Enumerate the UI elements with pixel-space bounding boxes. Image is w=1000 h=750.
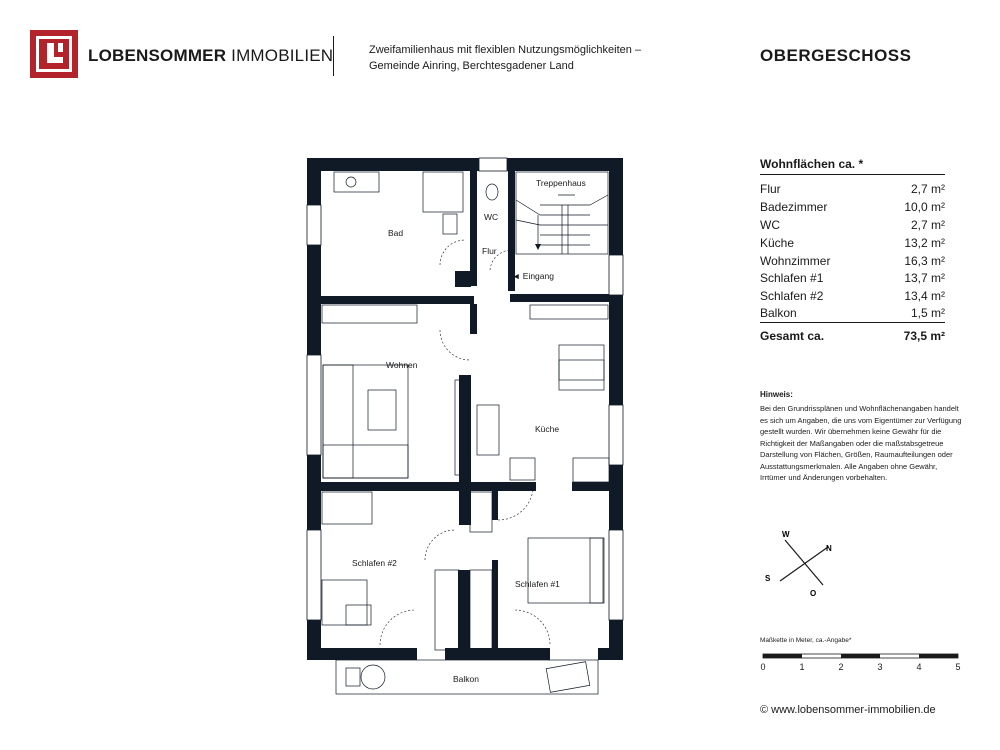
- compass-s: S: [765, 574, 771, 583]
- area-row-value: 16,3 m²: [904, 254, 945, 268]
- scale-tick-label: 0: [760, 662, 766, 672]
- scale-bar: [758, 648, 968, 674]
- area-row-label: Schlafen #1: [760, 271, 824, 285]
- area-row-label: Wohnzimmer: [760, 254, 831, 268]
- area-row-label: Balkon: [760, 306, 797, 320]
- room-label-kueche: Küche: [535, 424, 560, 434]
- area-row-label: Küche: [760, 236, 795, 250]
- area-row: [760, 304, 945, 322]
- property-subtitle: [369, 42, 641, 74]
- scale-tick-label: 1: [799, 662, 805, 672]
- area-row-value: 1,5 m²: [910, 306, 945, 320]
- note-text: Bei den Grundrissplänen und Wohnflächenangaben handelt es sich um Angaben, die uns vom Eigentümer zur Verfügung gestellt wurden. Wir übernehmen keine Gewähr für die Richtigkeit der Maßangaben oder die maßstabsgetreue Darstellung von Flächen, Größen, Raumaufteilungen oder Ausstattungsmerkmalen. Alle Angaben ohne Gewähr, Irrtümer und Änderungen vorbehalten.: [760, 404, 962, 482]
- floor-title: OBERGESCHOSS: [760, 46, 912, 65]
- area-row: [760, 234, 945, 252]
- room-label-eingang: ◄ Eingang: [512, 271, 554, 281]
- brand-name-light: IMMOBILIEN: [231, 46, 334, 65]
- room-label-treppenhaus: Treppenhaus: [536, 178, 586, 188]
- area-row-label: Schlafen #2: [760, 289, 824, 303]
- stair-arrow-icon: [535, 244, 541, 250]
- brand-logo: [30, 30, 78, 78]
- room-label-schlafen-2: Schlafen #2: [352, 558, 397, 568]
- area-row-value: 10,0 m²: [904, 200, 945, 214]
- area-table-rule-top: [760, 174, 945, 175]
- copyright-url: © www.lobensommer-immobilien.de: [760, 704, 936, 716]
- area-row-value: 2,7 m²: [910, 218, 945, 232]
- area-total-value: 73,5 m²: [903, 329, 945, 343]
- compass-w: W: [782, 530, 790, 539]
- header-divider: [333, 36, 334, 76]
- room-label-bad: Bad: [388, 228, 404, 238]
- compass-o: O: [810, 589, 817, 598]
- subtitle-line-1: Zweifamilienhaus mit flexiblen Nutzungsmöglichkeiten –: [369, 44, 642, 56]
- area-table-title: Wohnflächen ca. *: [760, 157, 864, 171]
- area-row: [760, 198, 945, 216]
- area-row-label: Badezimmer: [760, 200, 828, 214]
- compass-rose: [760, 525, 850, 605]
- area-row-label: WC: [760, 218, 780, 232]
- area-row-value: 13,7 m²: [904, 271, 945, 285]
- area-total-row: [760, 327, 945, 345]
- room-label-flur: Flur: [482, 246, 497, 256]
- area-row-value: 2,7 m²: [910, 182, 945, 196]
- floor-plan: [300, 150, 640, 710]
- note-title: Hinweis:: [760, 390, 793, 399]
- area-row: [760, 252, 945, 270]
- area-row: [760, 216, 945, 234]
- subtitle-line-2: Gemeinde Ainring, Berchtesgadener Land: [369, 60, 574, 72]
- walls: [307, 158, 623, 660]
- area-table-rule-bottom: [760, 322, 945, 323]
- area-row-value: 13,2 m²: [904, 236, 945, 250]
- area-row-label: Flur: [760, 182, 781, 196]
- area-row: [760, 269, 945, 287]
- room-label-schlafen-1: Schlafen #1: [515, 579, 560, 589]
- scale-tick-label: 2: [838, 662, 844, 672]
- scale-label: Maßkette in Meter, ca.-Angabe*: [760, 637, 852, 644]
- area-row-value: 13,4 m²: [904, 289, 945, 303]
- area-row: [760, 180, 945, 198]
- area-total-label: Gesamt ca.: [760, 329, 825, 343]
- room-label-wohnen: Wohnen: [386, 360, 418, 370]
- room-label-wc: WC: [484, 212, 499, 222]
- scale-tick-label: 5: [955, 662, 961, 672]
- area-row: [760, 287, 945, 305]
- scale-tick-label: 4: [916, 662, 922, 672]
- scale-tick-label: 3: [877, 662, 883, 672]
- compass-n: N: [826, 544, 832, 553]
- brand-name-bold: LOBENSOMMER: [88, 46, 227, 65]
- brand-name: [88, 46, 333, 66]
- room-label-balkon: Balkon: [453, 674, 479, 684]
